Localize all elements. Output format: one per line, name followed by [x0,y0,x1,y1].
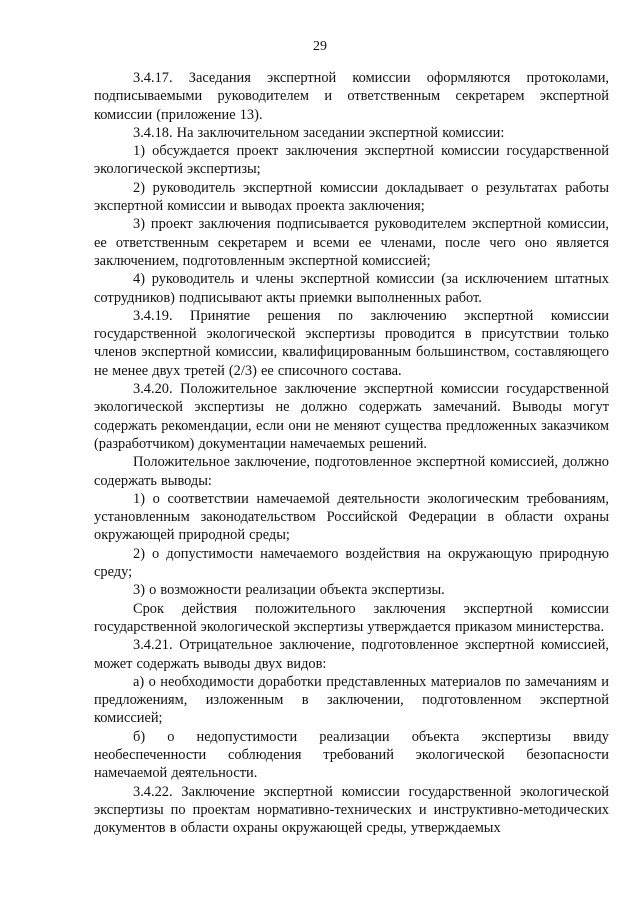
paragraph-positive-conclusion: Положительное заключение, подготовленное экспертной комиссией, должно содержать выводы: [94,454,609,489]
paragraph-3-4-17: 3.4.17. Заседания экспертной комиссии оформляются протоколами, подписываемыми руководителем и ответственным секретарем экспертной комиссии (приложение 13). [94,70,609,123]
page-number: 29 [313,39,327,54]
paragraph-3-4-21: 3.4.21. Отрицательное заключение, подготовленное экспертной комиссией, может содержать выводы двух видов: [94,637,609,672]
paragraph-3-4-19: 3.4.19. Принятие решения по заключению экспертной комиссии государственной экологической экспертизы проводится в присутствии только членов экспертной комиссии, квалифицированным большинством, составляющего не менее двух третей (2/3) ее списочного состава. [94,307,609,379]
list-item-3: 3) проект заключения подписывается руководителем экспертной комиссии, ее ответственным секретарем и всеми ее членами, после чего оно является заключением, подготовленным экспертной комиссией; [94,216,609,269]
conclusion-item-1: 1) о соответствии намечаемой деятельности экологическим требованиям, установленным законодательством Российской Федерации в области охраны окружающей природной среды; [94,490,609,544]
document-body [94,69,609,837]
paragraph-validity-period: Срок действия положительного заключения экспертной комиссии государственной экологической экспертизы утверждается приказом министерства. [94,600,609,635]
list-item-4: 4) руководитель и члены экспертной комиссии (за исключением штатных сотрудников) подписывают акты приемки выполненных работ. [94,271,609,306]
list-item-2: 2) руководитель экспертной комиссии докладывает о результатах работы экспертной комиссии и выводах проекта заключения; [94,179,609,215]
paragraph-3-4-22: 3.4.22. Заключение экспертной комиссии государственной экологической экспертизы по проектам нормативно-технических и инструктивно-методических документов в области охраны окружающей среды, утверждаемых [94,783,609,837]
paragraph-3-4-20: 3.4.20. Положительное заключение экспертной комиссии государственной экологической экспертизы не должно содержать замечаний. Выводы могут содержать рекомендации, если они не меняют существа предложенных заказчиком (разработчиком) документации намечаемых решений. [94,381,609,452]
negative-item-b: б) о недопустимости реализации объекта экспертизы ввиду необеспеченности соблюдения требований экологической безопасности намечаемой деятельности. [94,728,609,782]
negative-item-a: а) о необходимости доработки представленных материалов по замечаниям и предложениям, изложенным в заключении, подготовленном экспертной комиссией; [94,673,609,727]
list-item-1: 1) обсуждается проект заключения экспертной комиссии государственной экологической экспертизы; [94,143,609,178]
conclusion-item-3: 3) о возможности реализации объекта экспертизы. [133,582,445,599]
conclusion-item-2: 2) о допустимости намечаемого воздействия на окружающую природную среду; [94,545,609,581]
paragraph-3-4-18: 3.4.18. На заключительном заседании экспертной комиссии: [133,124,505,141]
